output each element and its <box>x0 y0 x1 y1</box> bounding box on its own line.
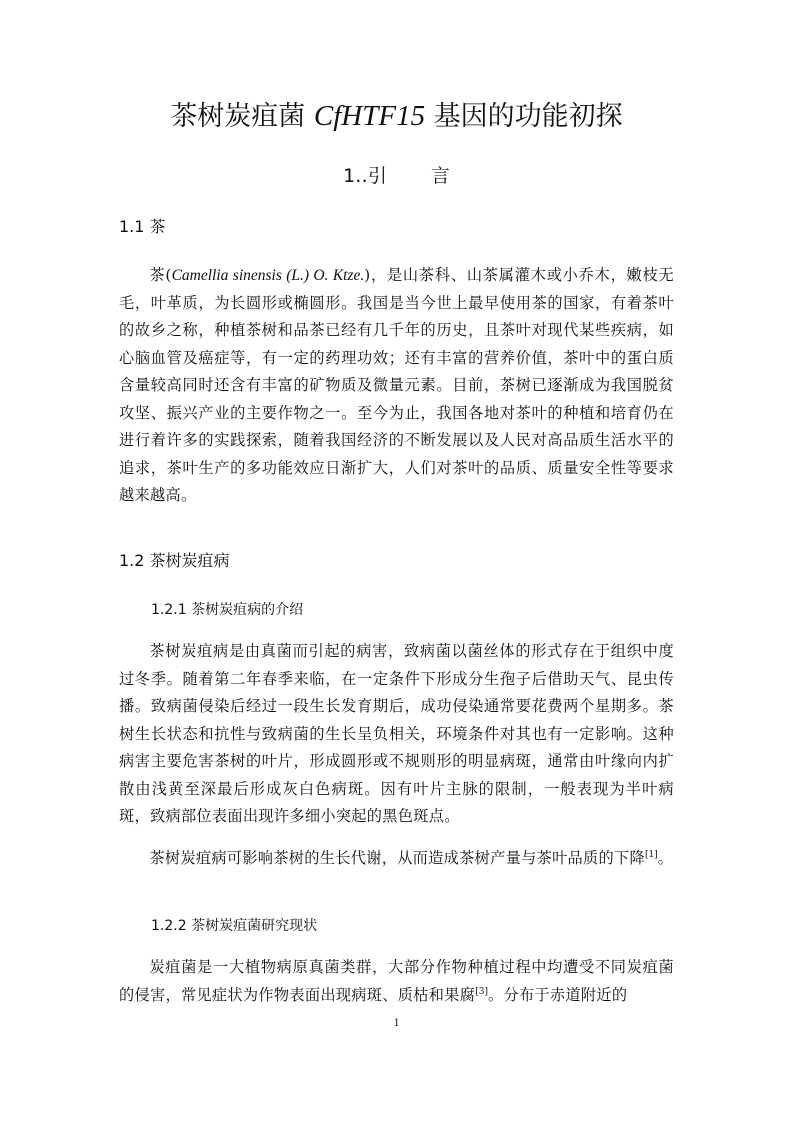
section-1-2-1-paragraph-1: 茶树炭疽病是由真菌而引起的病害，致病菌以菌丝体的形式存在于组织中度过冬季。随着第二年春季来临，在一定条件下形成分生孢子后借助天气、昆虫传播。致病菌侵染后经过一段生长发育期后，成功侵染通常要花费两个星期多。茶树生长状态和抗性与致病菌的生长呈负相关，环境条件对其也有一定影响。这种病害主要危害茶树的叶片，形成圆形或不规则形的明显病斑，通常由叶缘向内扩散由浅黄至深最后形成灰白色病斑。因有叶片主脉的限制，一般表现为半叶病斑，致病部位表面出现许多细小突起的黑色斑点。 <box>119 642 674 825</box>
paragraph-text: 炭疽菌是一大植物病原真菌类群，大部分作物种植过程中均遭受不同炭疽菌的侵害，常见症状为作物表面出现病斑、质枯和果腐 <box>119 958 674 1004</box>
citation-ref: [3] <box>475 986 488 997</box>
paragraph-text: 。 <box>657 849 674 867</box>
paragraph-text: 。分布于赤道附近的 <box>487 985 628 1004</box>
paper-title <box>0 96 793 137</box>
chapter-name: 言 <box>430 165 450 187</box>
latin-species-name: Camellia sinensis (L.) O. Ktze. <box>171 267 365 284</box>
paragraph-text: 茶树炭疽病可影响茶树的生长代谢，从而造成茶树产量与茶叶品质的下降 <box>149 849 645 867</box>
section-1-2-1-paragraph-2 <box>119 845 674 873</box>
title-prefix: 茶树炭疽菌 <box>170 101 314 132</box>
chapter-number: 1‥引 <box>343 165 387 187</box>
page-number: 1 <box>393 1015 400 1029</box>
citation-ref: [1] <box>645 849 658 860</box>
section-1-2-2-paragraph <box>119 954 674 1009</box>
section-heading-1-1: 1.1 茶 <box>119 217 166 236</box>
section-heading-1-2-2: 1.2.2 茶树炭疽菌研究现状 <box>151 918 318 934</box>
section-heading-1-2-1: 1.2.1 茶树炭疽病的介绍 <box>151 602 304 618</box>
section-1-1-paragraph <box>119 262 674 510</box>
title-gene-name: CfHTF15 <box>313 100 426 132</box>
paragraph-text: )，是山茶科、山茶属灌木或小乔木，嫩枝无毛，叶革质，为长圆形或椭圆形。我国是当今世上最早使用茶的国家，有着茶叶的故乡之称，种植茶树和品茶已经有几千年的历史，且茶叶对现代某些疾病，如心脑血管及癌症等，有一定的药理功效；还有丰富的营养价值，茶叶中的蛋白质含量较高同时还含有丰富的矿物质及微量元素。目前，茶树已逐渐成为我国脱贫攻坚、振兴产业的主要作物之一。至今为止，我国各地对茶叶的种植和培育仍在进行着许多的实践探索，随着我国经济的不断发展以及人民对高品质生活水平的追求，茶叶生产的多功能效应日渐扩大，人们对茶叶的品质、质量安全性等要求越来越高。 <box>119 266 674 504</box>
paragraph-text: 茶( <box>149 266 172 284</box>
section-heading-1-2: 1.2 茶树炭疽病 <box>119 551 230 570</box>
title-suffix: 基因的功能初探 <box>425 101 623 132</box>
chapter-heading <box>0 162 793 190</box>
